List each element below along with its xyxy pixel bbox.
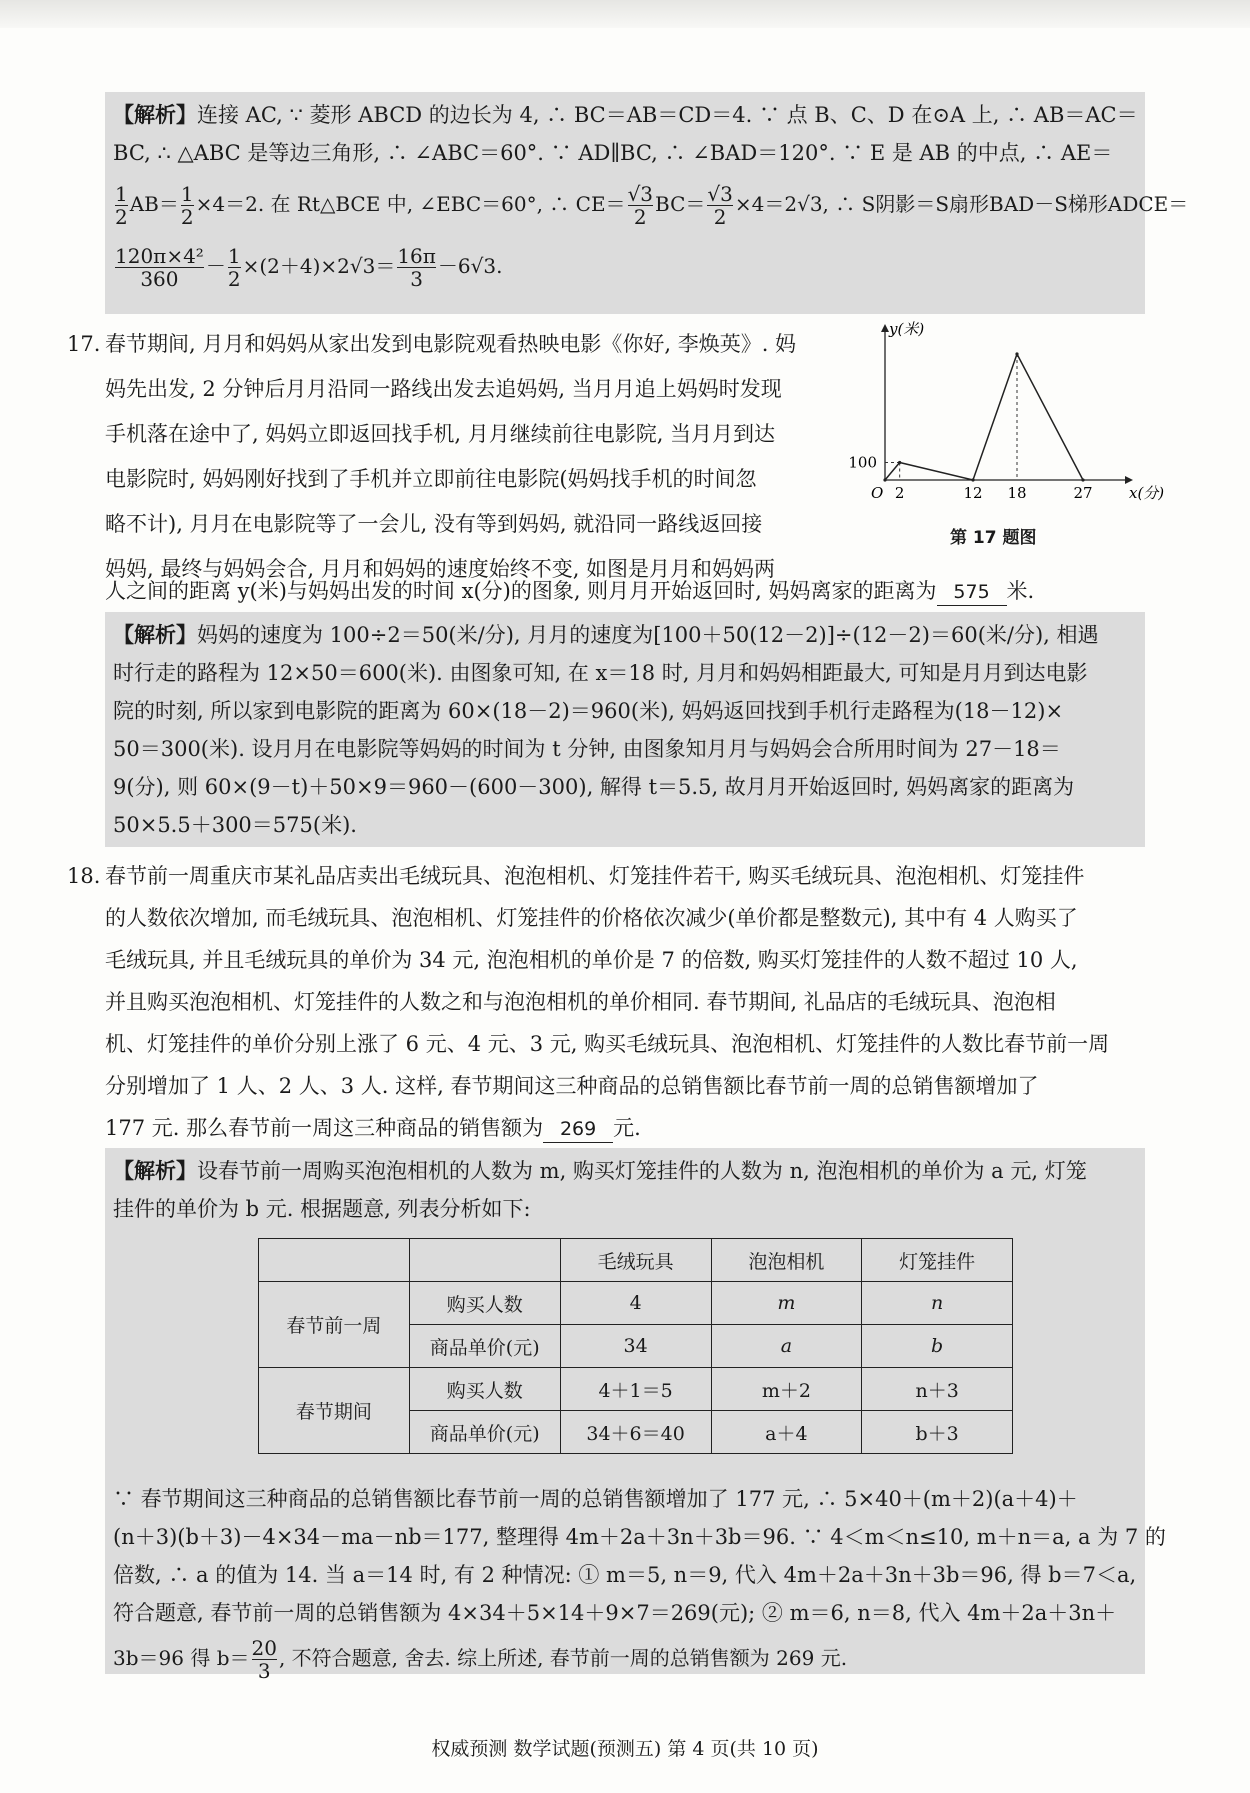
q16-line-1: 【解析】连接 AC, ∵ 菱形 ABCD 的边长为 4, ∴ BC＝AB＝CD＝4. ∵ 点 B、C、D 在⊙A 上, ∴ AB＝AC＝	[113, 103, 1138, 127]
q18-answer: 269	[543, 1116, 613, 1143]
table-cell: 4＋1＝5	[560, 1368, 711, 1411]
q17-analysis-label: 【解析】	[113, 623, 197, 647]
y-axis-arrow	[881, 324, 889, 332]
q18-line-5: 机、灯笼挂件的单价分别上涨了 6 元、4 元、3 元, 购买毛绒玩具、泡泡相机、灯笼挂件的人数比春节前一周	[105, 1032, 1110, 1056]
table-corner-2	[409, 1239, 560, 1282]
q16-line-4: $\frac{\text{120π×4²}}{360}$ － $\frac{1}{2}$ ×(2＋4)×2√3＝ $\frac{16\pi}{3}$ －6√3.	[115, 244, 503, 291]
table-group-label: 春节期间	[259, 1368, 410, 1454]
table-cell: 商品单价(元)	[409, 1411, 560, 1454]
q16-frac-half-3: $\frac{1}{2}$	[227, 244, 241, 291]
q17-analysis-line-4: 50＝300(米). 设月月在电影院等妈妈的时间为 t 分钟, 由图象知月月与妈妈会合所用时间为 27－18＝	[113, 737, 1061, 761]
q17-line-3: 手机落在途中了, 妈妈立即返回找手机, 月月继续前往电影院, 当月月到达	[105, 422, 776, 446]
table-cell: n＋3	[862, 1368, 1013, 1411]
q17-number: 17.	[67, 332, 101, 356]
data-point	[1081, 478, 1084, 481]
table-cell: 商品单价(元)	[409, 1325, 560, 1368]
x-axis-label: x(分)	[1129, 484, 1165, 502]
data-point	[898, 461, 901, 464]
q18-after-line-4: 符合题意, 春节前一周的总销售额为 4×34＋5×14＋9×7＝269(元); ② m＝6, n＝8, 代入 4m＋2a＋3n＋	[113, 1601, 1117, 1625]
q18-stem	[67, 855, 1145, 1149]
q18-line-4: 并且购买泡泡相机、灯笼挂件的人数之和与泡泡相机的单价相同. 春节期间, 礼品店的毛绒玩具、泡泡相	[105, 990, 1056, 1014]
table-cell: b＋3	[862, 1411, 1013, 1454]
q16-frac-half: $\frac{1}{2}$	[115, 182, 128, 229]
table-cell: n	[862, 1282, 1013, 1325]
q18-line-7: 177 元. 那么春节前一周这三种商品的销售额为 269 元.	[105, 1107, 1145, 1149]
table-header-row	[259, 1239, 1013, 1282]
x-axis-arrow	[1125, 476, 1133, 484]
q17-figure-caption: 第 17 题图	[950, 528, 1037, 548]
y-tick-label: 100	[848, 453, 877, 472]
table-cell: m	[711, 1282, 862, 1325]
q17-line-2: 妈先出发, 2 分钟后月月沿同一路线出发去追妈妈, 当月月追上妈妈时发现	[105, 377, 782, 401]
data-point	[971, 478, 974, 481]
table-header: 泡泡相机	[711, 1239, 862, 1282]
q17-question-line: 人之间的距离 y(米)与妈妈出发的时间 x(分)的图象, 则月月开始返回时, 妈妈离家的距离为 575 米.	[105, 572, 1145, 610]
q18-after-line-1: ∵ 春节期间这三种商品的总销售额比春节前一周的总销售额增加了 177 元, ∴ 5×40＋(m＋2)(a＋4)＋	[113, 1487, 1078, 1511]
q17-graph	[845, 320, 1165, 520]
page-footer: 权威预测 数学试题(预测五) 第 4 页(共 10 页)	[431, 1738, 819, 1760]
q16-line-3: $\frac{1}{2}$ AB＝ $\frac{1}{2}$ ×4＝2. 在 Rt△BCE 中, ∠EBC＝60°, ∴ CE＝ $\frac{√3}{2}$ BC＝ $\frac{√3}{2}$ ×4＝2√3, ∴ S阴影＝S扇形BAD－S梯形ADCE＝	[115, 182, 1189, 229]
table-header: 毛绒玩具	[560, 1239, 711, 1282]
q18-final-frac: $\frac{20}{3}$	[251, 1636, 277, 1683]
table-cell: 购买人数	[409, 1282, 560, 1325]
q18-line-1: 春节前一周重庆市某礼品店卖出毛绒玩具、泡泡相机、灯笼挂件若干, 购买毛绒玩具、泡泡相机、灯笼挂件	[105, 864, 1085, 888]
q17-analysis-line-3: 院的时刻, 所以家到电影院的距离为 60×(18－2)＝960(米), 妈妈返回找到手机行走路程为(18－12)×	[113, 699, 1064, 723]
q17-line-6: 妈妈, 最终与妈妈会合, 月月和妈妈的速度始终不变, 如图是月月和妈妈两	[105, 557, 776, 581]
table-row	[259, 1368, 1013, 1411]
table-cell: a＋4	[711, 1411, 862, 1454]
table-cell: m＋2	[711, 1368, 862, 1411]
q17-stem	[67, 322, 865, 592]
x-tick-label: 2	[894, 484, 905, 502]
q18-number: 18.	[67, 864, 101, 888]
q18-line-2: 的人数依次增加, 而毛绒玩具、泡泡相机、灯笼挂件的价格依次减少(单价都是整数元), 其中有 4 人购买了	[105, 906, 1078, 930]
q18-after-line-3: 倍数, ∴ a 的值为 14. 当 a＝14 时, 有 2 种情况: ① m＝5, n＝9, 代入 4m＋2a＋3n＋3b＝96, 得 b＝7＜a,	[113, 1563, 1137, 1587]
table-cell: 购买人数	[409, 1368, 560, 1411]
x-tick-label: 18	[1007, 484, 1027, 502]
q16-analysis-label: 【解析】	[113, 103, 197, 127]
q16-frac-sqrt3-2: $\frac{√3}{2}$	[707, 182, 733, 229]
q17-line-5: 略不计), 月月在电影院等了一会儿, 没有等到妈妈, 就沿同一路线返回接	[105, 512, 763, 536]
top-scan-band	[0, 0, 1250, 28]
q17-analysis-line-5: 9(分), 则 60×(9－t)＋50×9＝960－(600－300), 解得 t＝5.5, 故月月开始返回时, 妈妈离家的距离为	[113, 775, 1075, 799]
q17-line-1: 春节期间, 月月和妈妈从家出发到电影院观看热映电影《你好, 李焕英》. 妈	[105, 332, 797, 356]
q17-answer: 575	[937, 579, 1007, 606]
q16-frac-sqrt3: $\frac{√3}{2}$	[627, 182, 654, 229]
table-cell: 34＋6＝40	[560, 1411, 711, 1454]
y-axis-label: y(米)	[889, 320, 925, 338]
q17-line-4: 电影院时, 妈妈刚好找到了手机并立即前往电影院(妈妈找手机的时间忽	[105, 467, 757, 491]
data-point	[883, 478, 886, 481]
q17-analysis	[105, 612, 1145, 847]
table-group-label: 春节前一周	[259, 1282, 410, 1368]
q18-analysis-line-2: 挂件的单价为 b 元. 根据题意, 列表分析如下:	[113, 1197, 531, 1221]
q18-final-line: 3b＝96 得 b＝ $\frac{20}{3}$ , 不符合题意, 舍去. 综上所述, 春节前一周的总销售额为 269 元.	[113, 1636, 848, 1683]
q16-frac-result: $\frac{16\pi}{3}$	[397, 244, 436, 291]
q16-frac-half-2: $\frac{1}{2}$	[180, 182, 194, 229]
q18-line-3: 毛绒玩具, 并且毛绒玩具的单价为 34 元, 泡泡相机的单价是 7 的倍数, 购买灯笼挂件的人数不超过 10 人,	[105, 948, 1078, 972]
table-cell: a	[711, 1325, 862, 1368]
q16-frac-sector: $\frac{\text{120π×4²}}{360}$	[115, 244, 204, 291]
origin-label: O	[871, 484, 884, 502]
x-tick-label: 27	[1073, 484, 1093, 502]
q18-table	[258, 1238, 1013, 1454]
q17-analysis-line-1: 【解析】妈妈的速度为 100÷2＝50(米/分), 月月的速度为[100＋50(12－2)]÷(12－2)＝60(米/分), 相遇	[113, 623, 1099, 647]
table-header: 灯笼挂件	[862, 1239, 1013, 1282]
table-cell: 34	[560, 1325, 711, 1368]
q17-analysis-line-6: 50×5.5＋300＝575(米).	[113, 813, 357, 837]
data-point	[1015, 352, 1018, 355]
q18-analysis-label: 【解析】	[113, 1159, 197, 1183]
q18-analysis-line-1: 【解析】设春节前一周购买泡泡相机的人数为 m, 购买灯笼挂件的人数为 n, 泡泡相机的单价为 a 元, 灯笼	[113, 1159, 1087, 1183]
q18-after-line-2: (n＋3)(b＋3)－4×34－ma－nb＝177, 整理得 4m＋2a＋3n＋3b＝96. ∵ 4＜m＜n≤10, m＋n＝a, a 为 7 的	[113, 1525, 1166, 1549]
q16-line-2: BC, ∴ △ABC 是等边三角形, ∴ ∠ABC＝60°. ∵ AD∥BC, ∴ ∠BAD＝120°. ∵ E 是 AB 的中点, ∴ AE＝	[113, 141, 1113, 165]
x-tick-label: 12	[963, 484, 983, 502]
table-row	[259, 1282, 1013, 1325]
q18-line-6: 分别增加了 1 人、2 人、3 人. 这样, 春节期间这三种商品的总销售额比春节前一周的总销售额增加了	[105, 1074, 1039, 1098]
q16-analysis	[105, 92, 1189, 314]
q17-analysis-line-2: 时行走的路程为 12×50＝600(米). 由图象可知, 在 x＝18 时, 月月和妈妈相距最大, 可知是月月到达电影	[113, 661, 1088, 685]
table-cell: b	[862, 1325, 1013, 1368]
table-corner-1	[259, 1239, 410, 1282]
table-cell: 4	[560, 1282, 711, 1325]
series-line	[885, 354, 1083, 480]
